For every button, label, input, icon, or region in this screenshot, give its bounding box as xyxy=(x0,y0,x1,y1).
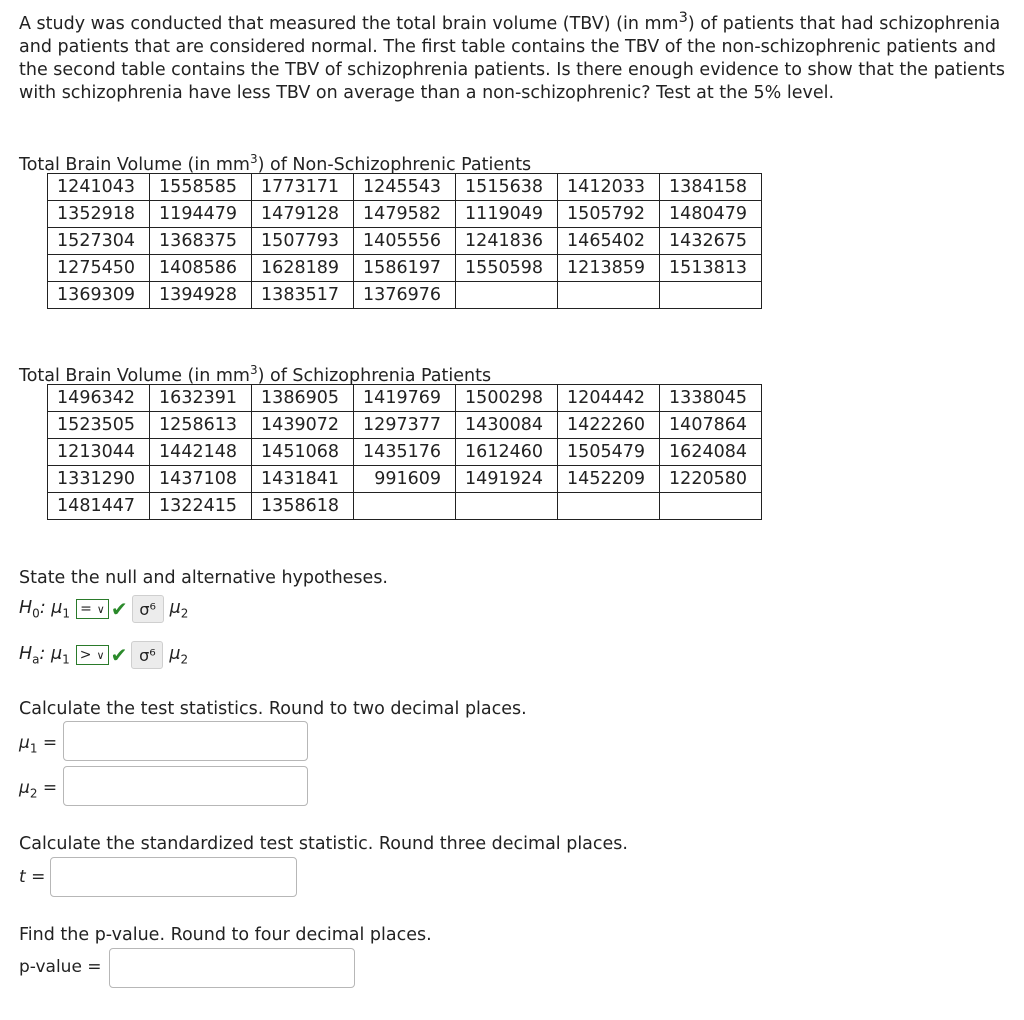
table-cell: 1523505 xyxy=(48,412,150,439)
schizophrenia-table xyxy=(47,384,762,520)
table-cell: 1194479 xyxy=(150,201,252,228)
null-hypothesis-row xyxy=(19,594,188,624)
table-cell: 1437108 xyxy=(150,466,252,493)
non-schizophrenic-table xyxy=(47,173,762,309)
table-row xyxy=(48,174,762,201)
t-input[interactable] xyxy=(50,857,297,897)
table-cell: 1550598 xyxy=(456,255,558,282)
table-cell: 1431841 xyxy=(252,466,354,493)
table-cell: 1338045 xyxy=(660,385,762,412)
table-cell: 1213859 xyxy=(558,255,660,282)
table-cell: 1258613 xyxy=(150,412,252,439)
table-cell: 1407864 xyxy=(660,412,762,439)
table-cell: 1452209 xyxy=(558,466,660,493)
h0-label: $H_0$: $\mu_1$ xyxy=(19,597,71,621)
table-cell: 1773171 xyxy=(252,174,354,201)
table1-caption: Total Brain Volume (in $mm^3$) of Non-Schizophrenic Patients xyxy=(19,152,532,175)
table-cell: 1384158 xyxy=(660,174,762,201)
mu1-input[interactable] xyxy=(63,721,308,761)
checkmark-icon: ✔ xyxy=(110,597,128,621)
question-text xyxy=(19,6,1009,105)
table-row xyxy=(48,255,762,282)
alt-hypothesis-row xyxy=(19,640,188,670)
table-row xyxy=(48,282,762,309)
table-cell: 1479582 xyxy=(354,201,456,228)
table-cell xyxy=(660,282,762,309)
pvalue-prompt: Find the p-value. Round to four decimal places. xyxy=(19,925,432,945)
table-cell: 1368375 xyxy=(150,228,252,255)
table-cell xyxy=(660,493,762,520)
table-cell xyxy=(456,282,558,309)
intro-superscript: 3 xyxy=(678,9,688,26)
hypotheses-prompt: State the null and alternative hypotheses. xyxy=(19,568,388,588)
table-cell: 1479128 xyxy=(252,201,354,228)
mu2-input[interactable] xyxy=(63,766,308,806)
table-cell: 1558585 xyxy=(150,174,252,201)
table-cell: 1204442 xyxy=(558,385,660,412)
h0-mu2: $\mu_2$ xyxy=(169,597,189,621)
table-cell: 1241043 xyxy=(48,174,150,201)
table-cell xyxy=(558,493,660,520)
symbol-palette-button[interactable]: σ⁶ xyxy=(131,641,163,669)
table-cell: 1480479 xyxy=(660,201,762,228)
table-cell xyxy=(456,493,558,520)
table-cell: 1386905 xyxy=(252,385,354,412)
table-cell: 1352918 xyxy=(48,201,150,228)
pvalue-input[interactable] xyxy=(109,948,355,988)
checkmark-icon: ✔ xyxy=(110,643,128,667)
table-cell: 1419769 xyxy=(354,385,456,412)
table-cell: 1220580 xyxy=(660,466,762,493)
table-cell: 1358618 xyxy=(252,493,354,520)
table-row xyxy=(48,493,762,520)
table-row xyxy=(48,466,762,493)
table-cell: 1394928 xyxy=(150,282,252,309)
table-cell: 1515638 xyxy=(456,174,558,201)
test-stats-prompt: Calculate the test statistics. Round to two decimal places. xyxy=(19,699,527,719)
table-cell: 1241836 xyxy=(456,228,558,255)
table-cell: 1505479 xyxy=(558,439,660,466)
t-label: t = xyxy=(19,867,46,887)
table-cell: 1383517 xyxy=(252,282,354,309)
table-cell: 1612460 xyxy=(456,439,558,466)
table-cell: 1505792 xyxy=(558,201,660,228)
table-cell: 991609 xyxy=(354,466,456,493)
table-cell: 1275450 xyxy=(48,255,150,282)
table-row xyxy=(48,439,762,466)
table2-caption: Total Brain Volume (in $mm^3$) of Schizophrenia Patients xyxy=(19,363,492,386)
ha-mu2: $\mu_2$ xyxy=(169,643,189,667)
mu1-label: $\mu_1$ = xyxy=(19,733,58,756)
table-cell: 1491924 xyxy=(456,466,558,493)
symbol-palette-button[interactable]: σ⁶ xyxy=(132,595,164,623)
ha-operator-select[interactable]: > ∨ xyxy=(76,645,109,665)
table-cell: 1331290 xyxy=(48,466,150,493)
table-cell: 1500298 xyxy=(456,385,558,412)
standardized-prompt: Calculate the standardized test statistic. Round three decimal places. xyxy=(19,834,628,854)
table-row xyxy=(48,201,762,228)
table-cell: 1628189 xyxy=(252,255,354,282)
table-cell xyxy=(354,493,456,520)
table-cell: 1496342 xyxy=(48,385,150,412)
table-cell: 1297377 xyxy=(354,412,456,439)
h0-operator-select[interactable]: = ∨ xyxy=(76,599,109,619)
table-cell: 1422260 xyxy=(558,412,660,439)
intro-text-rest: ) of patients that had schizophrenia and patients that are considered normal. The first table contains the TBV of the non-schizophrenic patients and the second table contains the TBV of schizophrenia patients. Is there enough evidence to show that the patients with schizophrenia have less TBV on average than a non-schizophrenic? Test at the 5% level. xyxy=(19,13,1006,103)
table-cell: 1412033 xyxy=(558,174,660,201)
table-cell: 1507793 xyxy=(252,228,354,255)
table-cell: 1465402 xyxy=(558,228,660,255)
table-cell: 1624084 xyxy=(660,439,762,466)
table-cell: 1435176 xyxy=(354,439,456,466)
table-cell: 1369309 xyxy=(48,282,150,309)
table-cell: 1376976 xyxy=(354,282,456,309)
table-row xyxy=(48,228,762,255)
chevron-down-icon: ∨ xyxy=(96,602,105,616)
table-cell: 1245543 xyxy=(354,174,456,201)
table-cell: 1432675 xyxy=(660,228,762,255)
mu2-label: $\mu_2$ = xyxy=(19,778,58,801)
table-cell: 1527304 xyxy=(48,228,150,255)
table-cell: 1405556 xyxy=(354,228,456,255)
intro-text: A study was conducted that measured the total brain volume (TBV) (in mm xyxy=(19,13,679,34)
table-cell xyxy=(558,282,660,309)
table-cell: 1442148 xyxy=(150,439,252,466)
table-cell: 1408586 xyxy=(150,255,252,282)
table-cell: 1439072 xyxy=(252,412,354,439)
table-cell: 1632391 xyxy=(150,385,252,412)
table-cell: 1451068 xyxy=(252,439,354,466)
table-row xyxy=(48,412,762,439)
table-cell: 1586197 xyxy=(354,255,456,282)
ha-label: $H_a$: $\mu_1$ xyxy=(19,643,70,667)
table-cell: 1119049 xyxy=(456,201,558,228)
table-cell: 1513813 xyxy=(660,255,762,282)
chevron-down-icon: ∨ xyxy=(96,648,105,662)
table-cell: 1481447 xyxy=(48,493,150,520)
table-cell: 1213044 xyxy=(48,439,150,466)
table-cell: 1322415 xyxy=(150,493,252,520)
pvalue-label: p-value = xyxy=(19,957,102,977)
table-row xyxy=(48,385,762,412)
table-cell: 1430084 xyxy=(456,412,558,439)
